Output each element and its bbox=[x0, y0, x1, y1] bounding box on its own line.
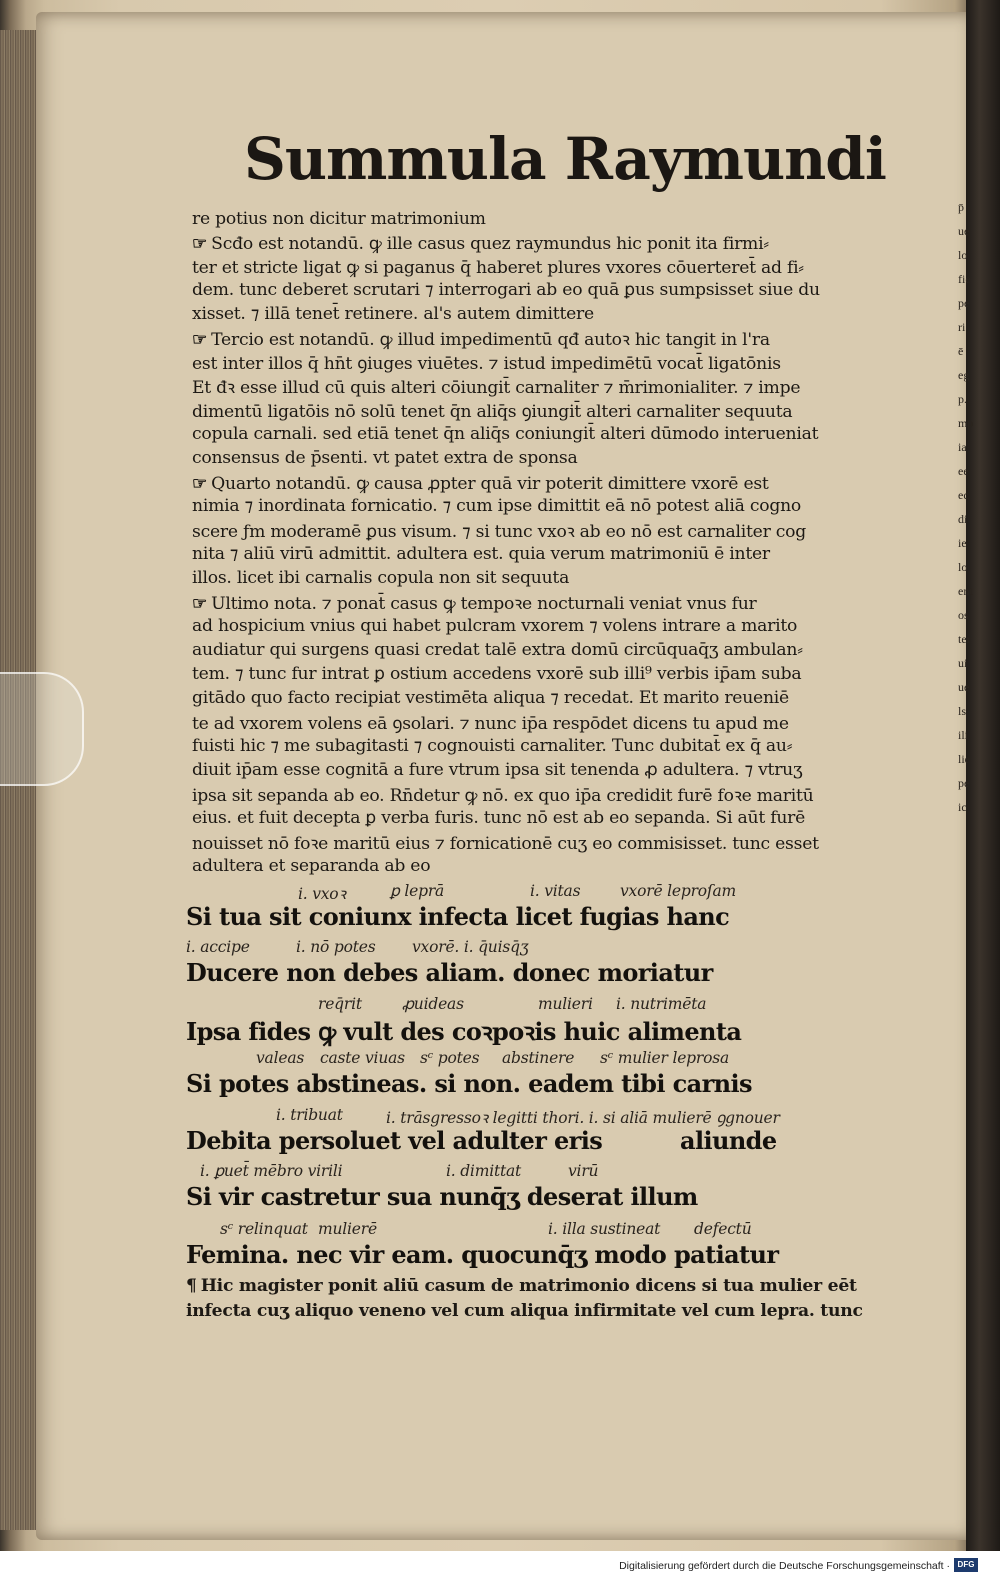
gloss-word: i. vitas bbox=[530, 882, 581, 900]
gloss-word: abstinere bbox=[502, 1049, 575, 1067]
gloss-word: i. nō potes bbox=[296, 938, 376, 956]
paragraph-mark-icon: ¶ bbox=[186, 1276, 197, 1296]
text-line: nimia ⁊ inordinata fornicatio. ⁊ cum ipse dimittit eā nō potest aliā cogno bbox=[192, 496, 802, 516]
gloss-word: i. vxoꝛ bbox=[298, 885, 346, 903]
text-line: nouisset nō foꝛe maritū eius ⁊ fornicationē cuʒ eo commisisset. tunc esset bbox=[192, 834, 819, 854]
digitization-credit: Digitalisierung gefördert durch die Deutsche Forschungsgemeinschaft · bbox=[619, 1560, 950, 1572]
verse-line: Ducere non debes aliam. donec moriatur bbox=[186, 958, 713, 987]
paragraph-mark-icon: ☞ bbox=[192, 474, 208, 494]
margin-fragment: ē bbox=[958, 344, 964, 358]
verse-line: Si vir castretur sua nunq̄ʒ deserat illum bbox=[186, 1182, 698, 1211]
gloss-word: sᶜ potes bbox=[420, 1049, 480, 1067]
gloss-word: i. illa sustineat bbox=[548, 1220, 661, 1238]
margin-fragment: p̄ bbox=[958, 200, 964, 214]
margin-fragment: ee bbox=[958, 464, 969, 478]
margin-fragment: di bbox=[958, 512, 968, 526]
gloss-word: ꝑ leprā bbox=[390, 882, 445, 900]
interlinear-gloss bbox=[0, 1162, 1000, 1182]
margin-fragment: ter bbox=[958, 632, 971, 646]
text-line: adultera et separanda ab eo bbox=[192, 856, 431, 876]
text-line: dem. tunc deberet scrutari ⁊ interrogari ab eo quā ꝑus sumpsisset siue du bbox=[192, 280, 820, 300]
margin-fragment: eg bbox=[958, 368, 970, 382]
text-line bbox=[192, 328, 770, 351]
margin-fragment: ue bbox=[958, 680, 970, 694]
paragraph-mark-icon: ☞ bbox=[192, 330, 208, 350]
gloss-word: i. accipe bbox=[186, 938, 250, 956]
text-line: nita ⁊ aliū virū admittit. adultera est. quia verum matrimoniū ē inter bbox=[192, 544, 770, 564]
paragraph-mark-icon: ☞ bbox=[192, 234, 208, 254]
text-line: consensus de p̄senti. vt patet extra de sponsa bbox=[192, 448, 578, 468]
text-line: audiatur qui surgens quasi credat talē extra domū circūquaq̄ʒ ambulan⸗ bbox=[192, 640, 803, 660]
gloss-word: i. trāsgressoꝛ legitti thori. i. si aliā mulierē ꝯgnouer bbox=[386, 1109, 780, 1127]
text-line: dimentū ligatōis nō solū tenet q̄n aliq̄s ꝯiungit̄ alteri carnaliter sequuta bbox=[192, 402, 793, 422]
margin-fragment: p. bbox=[958, 392, 967, 406]
interlinear-gloss bbox=[0, 995, 1000, 1015]
margin-fragment: ec bbox=[958, 488, 969, 502]
text-line bbox=[192, 592, 757, 615]
dfg-logo: DFG bbox=[954, 1558, 978, 1572]
text-line bbox=[192, 232, 769, 255]
gloss-word: vxorē leproſam bbox=[620, 882, 737, 900]
margin-fragment: ri bbox=[958, 320, 966, 334]
gloss-word: valeas bbox=[256, 1049, 305, 1067]
gloss-word: ꝓuideas bbox=[402, 995, 464, 1013]
text-line-content: Ultimo nota. ⁊ ponat̄ casus ꝙ tempoꝛe nocturnali veniat vnus fur bbox=[211, 594, 757, 614]
gloss-word: mulieri bbox=[538, 995, 593, 1013]
verse-line: aliunde bbox=[680, 1126, 777, 1155]
margin-fragment: ic bbox=[958, 800, 967, 814]
text-line: ter et stricte ligat ꝙ si paganus q̄ haberet plures vxores cōuerteret̄ ad fi⸗ bbox=[192, 258, 804, 278]
text-line-content: Hic magister ponit aliū casum de matrimonio dicens si tua mulier eēt bbox=[200, 1276, 857, 1296]
gloss-word: defectū bbox=[694, 1220, 752, 1238]
text-line: ipsa sit sepanda ab eo. Rn̄detur ꝙ nō. ex quo ip̄a credidit furē foꝛe maritū bbox=[192, 786, 814, 806]
text-line: eius. et fuit decepta ꝑ verba furis. tunc nō est ab eo sepanda. Si aūt furē bbox=[192, 808, 806, 828]
margin-fragment: lie bbox=[958, 752, 970, 766]
gloss-word: virū bbox=[568, 1162, 599, 1180]
text-line: ad hospicium vnius qui habet pulcram vxorem ⁊ volens intrare a marito bbox=[192, 616, 798, 636]
margin-fragment: fie bbox=[958, 272, 971, 286]
gloss-word: caste viuas bbox=[320, 1049, 405, 1067]
gloss-word: i. tribuat bbox=[276, 1106, 343, 1124]
gloss-word: mulierē bbox=[318, 1220, 377, 1238]
text-line: tem. ⁊ tunc fur intrat ꝑ ostium accedens vxorē sub illi⁹ verbis ip̄am suba bbox=[192, 664, 802, 684]
text-line: gitādo quo facto recipiat vestimēta aliqua ⁊ recedat. Et marito reueniē bbox=[192, 688, 789, 708]
verse-line: Si tua sit coniunx infecta licet fugias hanc bbox=[186, 902, 730, 931]
text-line: est inter illos q̄ hn̄t ꝯiuges viuētes. ⁊ istud impedimētū vocat̄ ligatōnis bbox=[192, 354, 781, 374]
text-line: scere ƒm moderamē ꝑus visum. ⁊ si tunc vxoꝛ ab eo nō est carnaliter cog bbox=[192, 522, 806, 542]
text-line bbox=[192, 472, 769, 495]
text-line-content: Tercio est notandū. ꝙ illud impedimentū qđ autoꝛ hic tangit in l'ra bbox=[211, 330, 770, 350]
interlinear-gloss bbox=[0, 1106, 1000, 1126]
text-line-content: Scđo est notandū. ꝙ ille casus quez raymundus hic ponit ita firmi⸗ bbox=[211, 234, 769, 254]
margin-fragment: pe bbox=[958, 776, 970, 790]
verse-line: Si potes abstineas. si non. eadem tibi carnis bbox=[186, 1069, 752, 1098]
interlinear-gloss bbox=[0, 1049, 1000, 1069]
margin-fragment: ue bbox=[958, 224, 970, 238]
interlinear-gloss bbox=[0, 938, 1000, 958]
margin-fragment: mp bbox=[958, 416, 974, 430]
text-line bbox=[186, 1276, 857, 1296]
text-line: copula carnali. sed etiā tenet q̄n aliq̄s coniungit̄ alteri dūmodo interueniat bbox=[192, 424, 819, 444]
text-line: infecta cuʒ aliquo veneno vel cum aliqua infirmitate vel cum lepra. tunc bbox=[186, 1301, 863, 1321]
verse-line: Debita persoluet vel adulter eris bbox=[186, 1126, 603, 1155]
paragraph-mark-icon: ☞ bbox=[192, 594, 208, 614]
margin-fragment: ili bbox=[958, 728, 969, 742]
gloss-word: i. dimittat bbox=[446, 1162, 522, 1180]
margin-fragment: ls bbox=[958, 704, 967, 718]
margin-fragment: ie bbox=[958, 536, 967, 550]
interlinear-gloss bbox=[0, 882, 1000, 902]
text-line: illos. licet ibi carnalis copula non sit sequuta bbox=[192, 568, 570, 588]
margin-fragment: lo bbox=[958, 560, 968, 574]
text-line-content: Quarto notandū. ꝙ causa ꝓpter quā vir poterit dimittere vxorē est bbox=[211, 474, 769, 494]
text-line: re potius non dicitur matrimonium bbox=[192, 209, 486, 229]
margin-fragment: ent bbox=[958, 584, 973, 598]
text-line: Et đꝛ esse illud cū quis alteri cōiungit̄ carnaliter ⁊ m̄rimonialiter. ⁊ impe bbox=[192, 378, 801, 398]
margin-fragment: lo bbox=[958, 248, 968, 262]
page-clip-holder bbox=[0, 672, 84, 786]
text-line: diuit ip̄am esse cognitā a fure vtrum ipsa sit tenenda ꝓ adultera. ⁊ vtruʒ bbox=[192, 760, 803, 780]
gloss-word: i. nutrimēta bbox=[616, 995, 707, 1013]
gloss-word: i. ꝑuet̄ mēbro virili bbox=[200, 1162, 343, 1180]
interlinear-gloss bbox=[0, 1220, 1000, 1240]
running-title: Summula Raymundi bbox=[244, 125, 886, 193]
margin-fragment: ia bbox=[958, 440, 967, 454]
text-line: fuisti hic ⁊ me subagitasti ⁊ cognouisti carnaliter. Tunc dubitat̄ ex q̄ au⸗ bbox=[192, 736, 793, 756]
verse-line: Ipsa fides ꝙ vult des coꝛpoꝛis huic alimenta bbox=[186, 1017, 742, 1046]
margin-fragment: pe bbox=[958, 296, 970, 310]
gloss-word: vxorē. i. q̄uisq̄ʒ bbox=[412, 938, 529, 956]
margin-fragment: os bbox=[958, 608, 969, 622]
verse-line: Femina. nec vir eam. quocunq̄ʒ modo patiatur bbox=[186, 1240, 779, 1269]
margin-fragment: ui bbox=[958, 656, 968, 670]
text-line: xisset. ⁊ illā tenet̄ retinere. al's autem dimittere bbox=[192, 304, 594, 324]
text-line: te ad vxorem volens eā ꝯsolari. ⁊ nunc ip̄a respōdet dicens tu apud me bbox=[192, 714, 789, 734]
gloss-word: req̄rit bbox=[318, 995, 362, 1013]
facing-page-text-fragments bbox=[958, 200, 980, 1280]
gloss-word: sᶜ relinquat bbox=[220, 1220, 308, 1238]
gloss-word: sᶜ mulier leprosa bbox=[600, 1049, 730, 1067]
